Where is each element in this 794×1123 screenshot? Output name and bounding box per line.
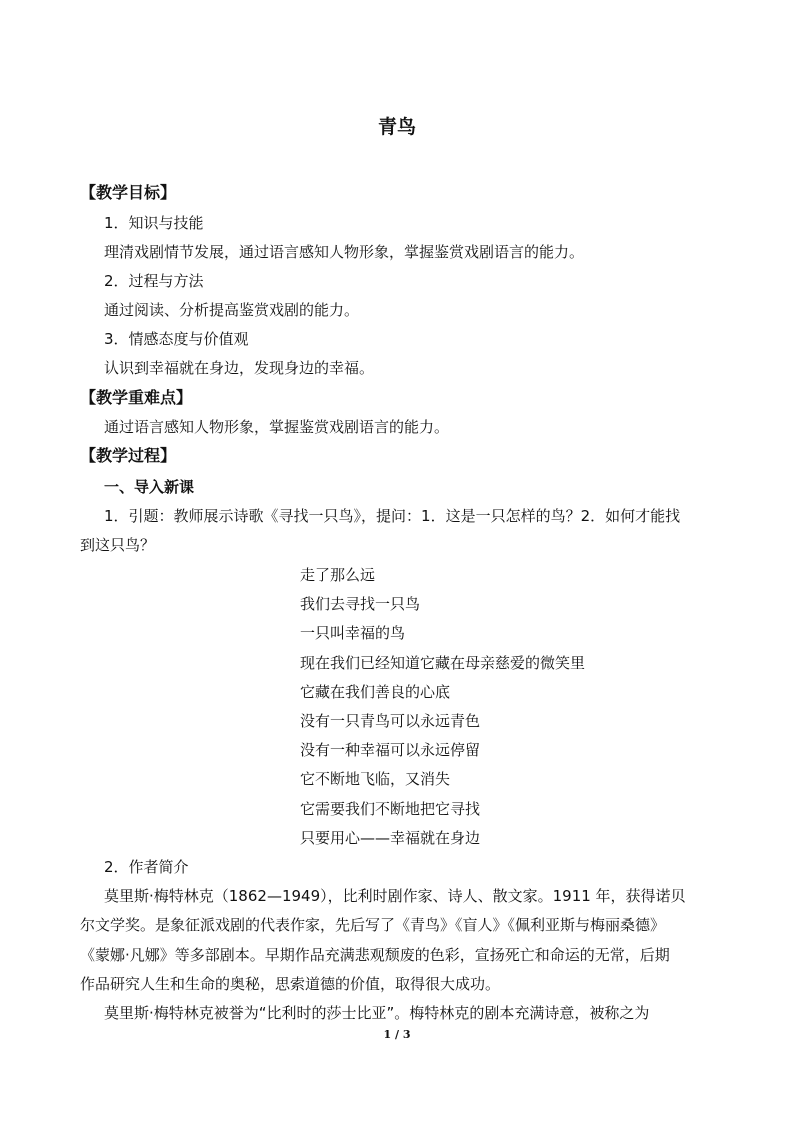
author-paragraph-line: 尔文学奖。是象征派戏剧的代表作家，先后写了《青鸟》《盲人》《佩利亚斯与梅丽桑德》 bbox=[80, 916, 666, 934]
author-paragraph-2-line: 莫里斯·梅特林克被誉为“比利时的莎士比亚”。梅特林克的剧本充满诗意，被称之为 bbox=[104, 1004, 650, 1022]
poem-line: 只要用心——幸福就在身边 bbox=[300, 829, 481, 847]
part-1-title: 一、导入新课 bbox=[104, 478, 195, 496]
objective-1-title: 1．知识与技能 bbox=[104, 214, 204, 232]
poem-line: 没有一只青鸟可以永远青色 bbox=[300, 712, 481, 730]
heading-objectives: 【教学目标】 bbox=[80, 183, 177, 202]
objective-3-text: 认识到幸福就在身边，发现身边的幸福。 bbox=[104, 359, 375, 377]
intro-line-2: 到这只鸟？ bbox=[80, 536, 156, 554]
author-intro-title: 2．作者简介 bbox=[104, 858, 189, 876]
poem-line: 走了那么远 bbox=[300, 566, 376, 584]
heading-process: 【教学过程】 bbox=[80, 446, 177, 465]
author-paragraph-line: 作品研究人生和生命的奥秘，思索道德的价值，取得很大成功。 bbox=[80, 975, 501, 993]
poem-line: 现在我们已经知道它藏在母亲慈爱的微笑里 bbox=[300, 654, 586, 672]
key-points-text: 通过语言感知人物形象，掌握鉴赏戏剧语言的能力。 bbox=[104, 418, 450, 436]
objective-1-text: 理清戏剧情节发展，通过语言感知人物形象，掌握鉴赏戏剧语言的能力。 bbox=[104, 243, 585, 261]
heading-key-points: 【教学重难点】 bbox=[80, 388, 193, 407]
poem-line: 一只叫幸福的鸟 bbox=[300, 624, 406, 642]
objective-2-text: 通过阅读、分析提高鉴赏戏剧的能力。 bbox=[104, 301, 360, 319]
poem-line: 没有一种幸福可以永远停留 bbox=[300, 741, 481, 759]
poem-line: 它藏在我们善良的心底 bbox=[300, 683, 451, 701]
objective-3-title: 3．情感态度与价值观 bbox=[104, 330, 249, 348]
poem-line: 它需要我们不断地把它寻找 bbox=[300, 800, 481, 818]
author-paragraph-line: 莫里斯·梅特林克（1862—1949），比利时剧作家、诗人、散文家。1911 年，获得诺贝 bbox=[104, 887, 686, 905]
poem-line: 我们去寻找一只鸟 bbox=[300, 595, 421, 613]
objective-2-title: 2．过程与方法 bbox=[104, 272, 204, 290]
page-number: 1 / 3 bbox=[383, 1028, 411, 1041]
poem-line: 它不断地飞临，又消失 bbox=[300, 770, 451, 788]
page-title: 青鸟 bbox=[377, 116, 416, 138]
intro-line-1: 1．引题：教师展示诗歌《寻找一只鸟》，提问：1．这是一只怎样的鸟？2．如何才能找 bbox=[104, 507, 681, 525]
author-paragraph-line: 《蒙娜·凡娜》等多部剧本。早期作品充满悲观颓废的色彩，宣扬死亡和命运的无常，后期 bbox=[80, 946, 670, 964]
